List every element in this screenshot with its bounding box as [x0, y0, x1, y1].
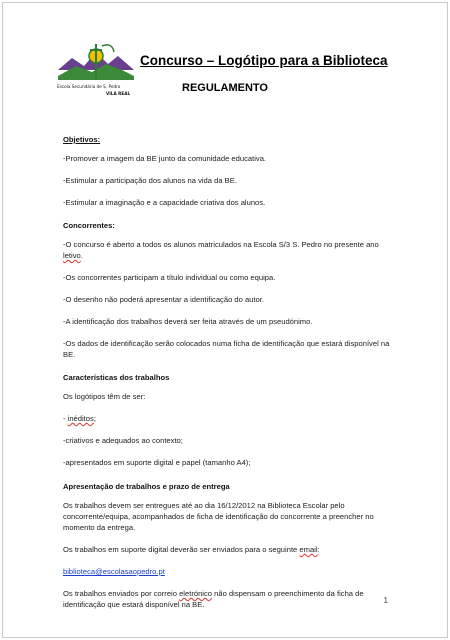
concorrentes-item: -A identificação dos trabalhos deverá ser feita através de um pseudónimo. [63, 317, 313, 326]
concorrentes-item: -Os dados de identificação serão colocados numa ficha de identificação que estará disponível na BE. [63, 339, 390, 359]
concorrentes-heading: Concorrentes: [63, 221, 115, 230]
objetivos-item: -Estimular a imaginação e a capacidade criativa dos alunos. [63, 198, 266, 207]
caracteristicas-item: - inéditos; [63, 414, 96, 423]
caracteristicas-heading: Características dos trabalhos [63, 373, 170, 382]
objetivos-item: -Estimular a participação dos alunos na vida da BE. [63, 176, 237, 185]
concorrentes-item: -Os concorrentes participam a título individual ou como equipa. [63, 273, 276, 282]
apresentacao-paragraph: Os trabalhos devem ser entregues até ao dia 16/12/2012 na Biblioteca Escolar pelo concorrente/equipa, acompanhados de ficha de identificação do concorrente a preencher no momento da entrega. [63, 501, 374, 532]
svg-text:Escola Secundária de S. Pedro: Escola Secundária de S. Pedro [57, 84, 121, 89]
apresentacao-heading: Apresentação de trabalhos e prazo de entrega [63, 482, 230, 491]
page-number: 1 [383, 596, 388, 605]
caracteristicas-item: -apresentados em suporte digital e papel (tamanho A4); [63, 458, 251, 467]
document-title: Concurso – Logótipo para a Biblioteca [140, 53, 388, 68]
concorrentes-item: -O desenho não poderá apresentar a identificação do autor. [63, 295, 264, 304]
concorrentes-item: -O concurso é aberto a todos os alunos matriculados na Escola S/3 S. Pedro no presente ano letivo. [63, 240, 379, 260]
objetivos-heading: Objetivos: [63, 135, 101, 144]
svg-text:VILA REAL: VILA REAL [106, 91, 131, 96]
apresentacao-paragraph: Os trabalhos enviados por correio eletrónico não dispensam o preenchimento da ficha de identificação que estará disponível na BE. [63, 589, 364, 609]
email-link[interactable]: biblioteca@escolasaopedro.pt [63, 567, 165, 576]
apresentacao-paragraph: Os trabalhos em suporte digital deverão ser enviados para o seguinte email: [63, 545, 320, 554]
document-subtitle: REGULAMENTO [182, 82, 268, 94]
objetivos-item: -Promover a imagem da BE junto da comunidade educativa. [63, 154, 267, 163]
caracteristicas-item: -criativos e adequados ao contexto; [63, 436, 183, 445]
caracteristicas-intro: Os logótipos têm de ser: [63, 392, 146, 401]
